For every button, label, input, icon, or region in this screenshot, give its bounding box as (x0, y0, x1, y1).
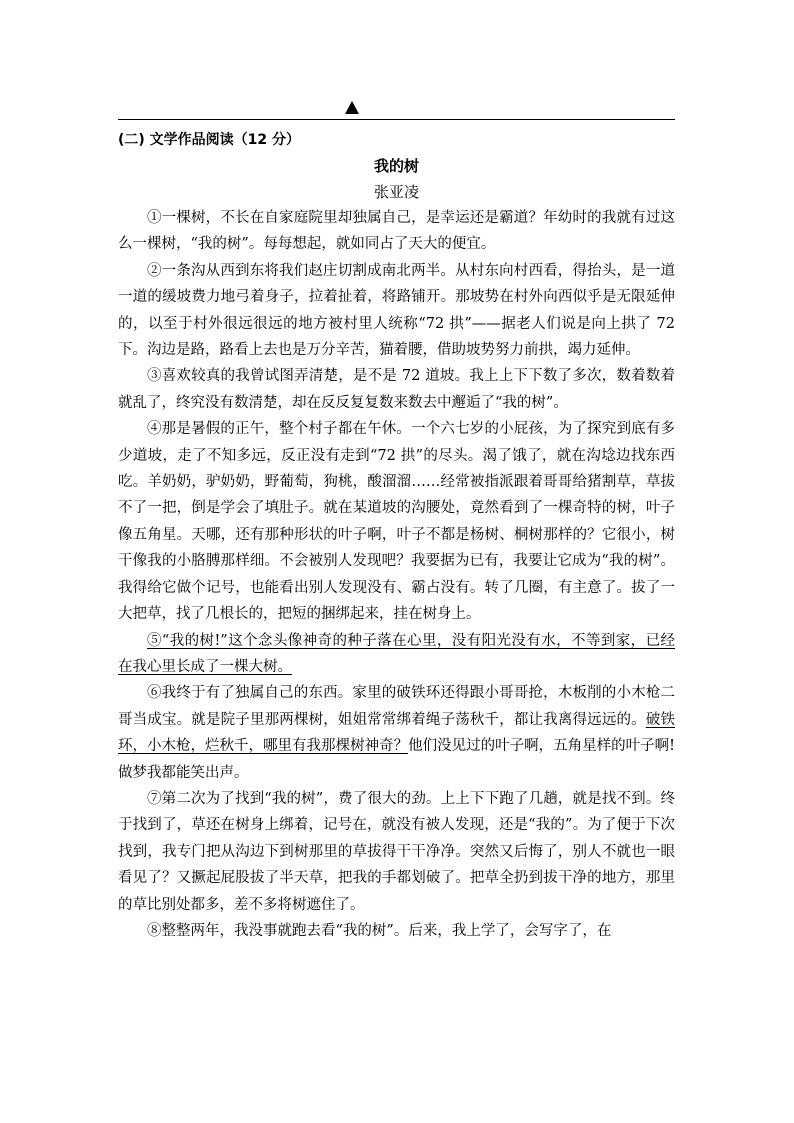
section-heading: (二) 文学作品阅读（12 分） (118, 132, 301, 148)
paragraph-6-part-c: 他们没见过的叶子啊，五角星样的叶子啊!做梦我都能笑出声。 (118, 738, 676, 781)
paragraph-5 (118, 628, 675, 681)
triangle-marker-icon (345, 101, 359, 114)
paragraph-6-part-a: ⑥我终于有了独属自己的东西。家里的破铁环还得跟小哥哥抢，木板削的小木枪二哥当成宝。就是院子里那两棵树，姐姐常常绑着绳子荡秋千，都让我离得远远的。 (118, 685, 675, 728)
paragraph-1: ①一棵树，不长在自家庭院里却独属自己，是幸运还是霸道？年幼时的我就有过这么一棵树，“我的树”。每每想起，就如同占了天大的便宜。 (118, 210, 675, 253)
paragraph-8: ⑧整整两年，我没事就跑去看“我的树”。后来，我上学了，会写字了，在 (147, 922, 612, 939)
article-author: 张亚凌 (373, 183, 419, 201)
paragraph-3: ③喜欢较真的我曾试图弄清楚，是不是 72 道坡。我上上下下数了多次，数着数着就乱了，终究没有数清楚，却在反反复复数来数去中邂逅了“我的树”。 (118, 368, 675, 411)
paragraph-6 (118, 680, 675, 786)
paragraph-7: ⑦第二次为了找到“我的树”，费了很大的劲。上上下下跑了几趟，就是找不到。终于找到了，草还在树身上绑着，记号在，就没有被人发现，还是“我的”。为了便于下次找到，我专门把从沟边下到树那里的草拔得干干净净。突然又后悔了，别人不就也一眼看见了？又撅起屁股拔了半天草，把我的手都划破了。把草全扔到拔干净的地方，那里的草比别处都多，差不多将树遮住了。 (118, 790, 675, 913)
paragraph-2: ②一条沟从西到东将我们赵庄切割成南北两半。从村东向村西看，得抬头，是一道一道的缓坡费力地弓着身子，拉着扯着，将路铺开。那坡势在村外向西似乎是无限延伸的，以至于村外很远很远的地方被村里人统称“72 拱”——据老人们说是向上拱了 72 下。沟边是路，路看上去也是万分辛苦，猫着腰，借助坡势努力前拱，竭力延伸。 (118, 262, 675, 359)
document-body (118, 127, 675, 944)
top-rule (118, 119, 675, 120)
paragraph-6-underlined: 破铁环，小木枪，烂秋千，哪里有我那棵树神奇？ (118, 711, 676, 755)
article-title: 我的树 (373, 157, 419, 175)
paragraph-4: ④那是暑假的正午，整个村子都在午休。一个六七岁的小屁孩，为了探究到底有多少道坡，走了不知多远，反正没有走到“72 拱”的尽头。渴了饿了，就在沟埝边找东西吃。羊奶奶，驴奶奶，野葡萄，狗桃，酸溜溜……经常被指派跟着哥哥给猪割草，草拔不了一把，倒是学会了填肚子。就在某道坡的沟腰处，竟然看到了一棵奇特的树，叶子像五角星。天哪，还有那种形状的叶子啊，叶子不都是杨树、桐树那样的？它很小，树干像我的小胳膊那样细。不会被别人发现吧？我要据为已有，我要让它成为“我的树”。我得给它做个记号，也能看出别人发现没有、霸占没有。转了几圈，有主意了。拔了一大把草，找了几根长的，把短的捆绑起来，挂在树身上。 (118, 421, 675, 623)
paragraph-5-underlined: ⑤“我的树!”这个念头像神奇的种子落在心里，没有阳光没有水，不等到家，已经在我心里长成了一棵大树。 (118, 632, 675, 675)
